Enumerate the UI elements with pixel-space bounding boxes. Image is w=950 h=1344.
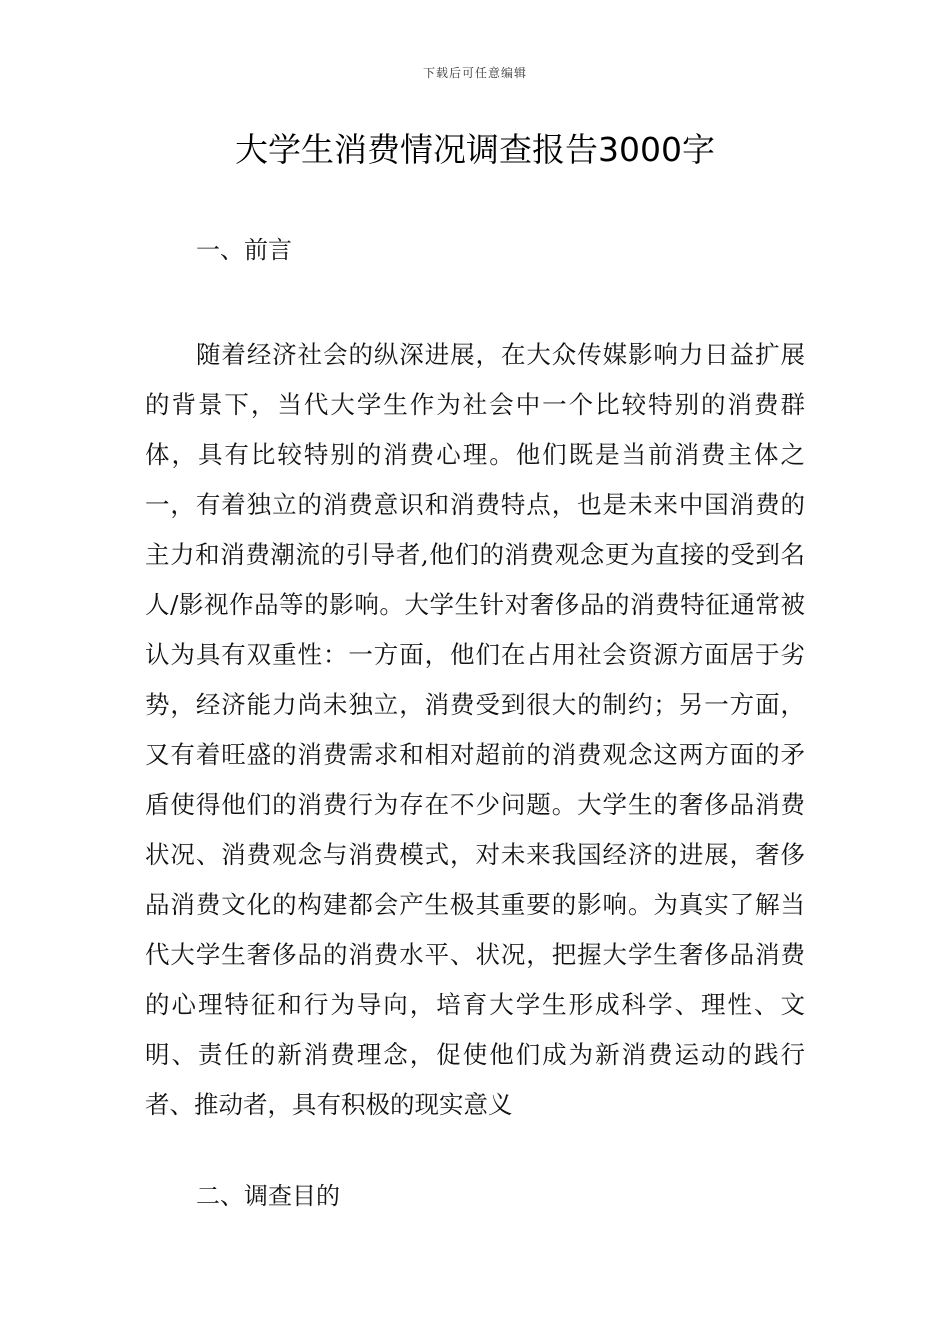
preface-paragraph: 随着经济社会的纵深进展，在大众传媒影响力日益扩展的背景下，当代大学生作为社会中一个比较特别的消费群体，具有比较特别的消费心理。他们既是当前消费主体之一，有着独立的消费意识和消费特点，也是未来中国消费的主力和消费潮流的引导者,他们的消费观念更为直接的受到名人/影视作品等的影响。大学生针对奢侈品的消费特征通常被认为具有双重性：一方面，他们在占用社会资源方面居于劣势，经济能力尚未独立，消费受到很大的制约；另一方面，又有着旺盛的消费需求和相对超前的消费观念这两方面的矛盾使得他们的消费行为存在不少问题。大学生的奢侈品消费状况、消费观念与消费模式，对未来我国经济的进展，奢侈品消费文化的构建都会产生极其重要的影响。为真实了解当代大学生奢侈品的消费水平、状况，把握大学生奢侈品消费的心理特征和行为导向，培育大学生形成科学、理性、文明、责任的新消费理念，促使他们成为新消费运动的践行者、推动者，具有积极的现实意义 bbox=[145, 340, 805, 1119]
section-heading-purpose: 二、调查目的 bbox=[196, 1182, 340, 1210]
section-heading-preface: 一、前言 bbox=[196, 236, 292, 264]
page-title: 大学生消费情况调查报告3000字 bbox=[235, 130, 715, 169]
header-note: 下载后可任意编辑 bbox=[422, 66, 527, 80]
